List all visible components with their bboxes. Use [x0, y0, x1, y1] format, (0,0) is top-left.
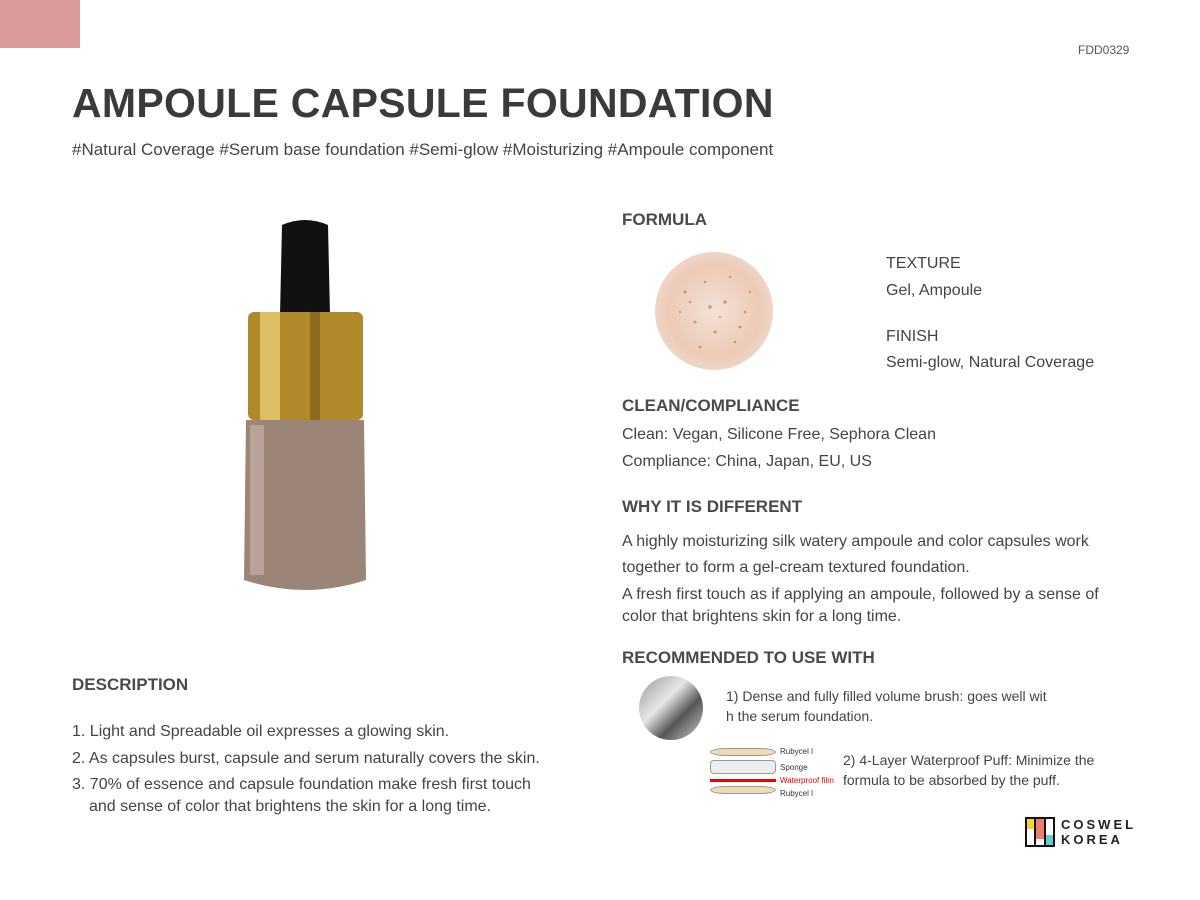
- description-heading: DESCRIPTION: [72, 675, 189, 694]
- description-item: 2. As capsules burst, capsule and serum naturally covers the skin.: [72, 749, 540, 767]
- clean-heading: CLEAN/COMPLIANCE: [622, 396, 800, 415]
- diagram-label: Rubycel l: [780, 789, 813, 798]
- puff-layer-diagram: [710, 746, 840, 806]
- finish-label: FINISH: [886, 328, 939, 345]
- recommended-heading: RECOMMENDED TO USE WITH: [622, 648, 875, 667]
- description-item: and sense of color that brightens the skin for a long time.: [89, 798, 492, 815]
- why-text: A highly moisturizing silk watery ampoule and color capsules work: [622, 533, 1089, 550]
- accent-block: [0, 0, 80, 48]
- product-bottle-image: [240, 220, 370, 600]
- diagram-label: Waterproof film: [780, 776, 834, 785]
- recommended-item-2: formula to be absorbed by the puff.: [843, 772, 1060, 788]
- description-item: 1. Light and Spreadable oil expresses a glowing skin.: [72, 723, 450, 740]
- description-item: 3. 70% of essence and capsule foundation make fresh first touch: [72, 776, 531, 793]
- recommended-item-1: h the serum foundation.: [726, 708, 874, 724]
- description-list: [72, 719, 540, 818]
- why-text: together to form a gel-cream textured foundation.: [622, 559, 970, 576]
- why-heading: WHY IT IS DIFFERENT: [622, 497, 803, 516]
- texture-label: TEXTURE: [886, 255, 961, 272]
- logo-text: KOREA: [1061, 832, 1123, 847]
- clean-text: Clean: Vegan, Silicone Free, Sephora Clean: [622, 426, 936, 443]
- texture-swatch-image: [655, 252, 773, 370]
- why-text: A fresh first touch as if applying an ampoule, followed by a sense of: [622, 586, 1099, 603]
- coswel-logo: [1025, 817, 1136, 847]
- diagram-label: Rubycel l: [780, 747, 813, 756]
- logo-mark-icon: [1025, 817, 1055, 847]
- brush-image: [639, 676, 703, 740]
- doc-code: FDD0329: [1078, 43, 1130, 57]
- diagram-label: Sponge: [780, 763, 808, 772]
- texture-value: Gel, Ampoule: [886, 282, 983, 299]
- recommended-item-1: 1) Dense and fully filled volume brush: goes well wit: [726, 688, 1047, 704]
- page-title: AMPOULE CAPSULE FOUNDATION: [72, 80, 774, 126]
- formula-heading: FORMULA: [622, 210, 707, 229]
- finish-value: Semi-glow, Natural Coverage: [886, 354, 1095, 371]
- logo-text: COSWEL: [1061, 817, 1137, 832]
- recommended-item-2: 2) 4-Layer Waterproof Puff: Minimize the: [843, 752, 1095, 768]
- compliance-text: Compliance: China, Japan, EU, US: [622, 453, 872, 470]
- hashtags: #Natural Coverage #Serum base foundation #Semi-glow #Moisturizing #Ampoule component: [72, 140, 774, 159]
- why-text: color that brightens skin for a long time.: [622, 608, 902, 625]
